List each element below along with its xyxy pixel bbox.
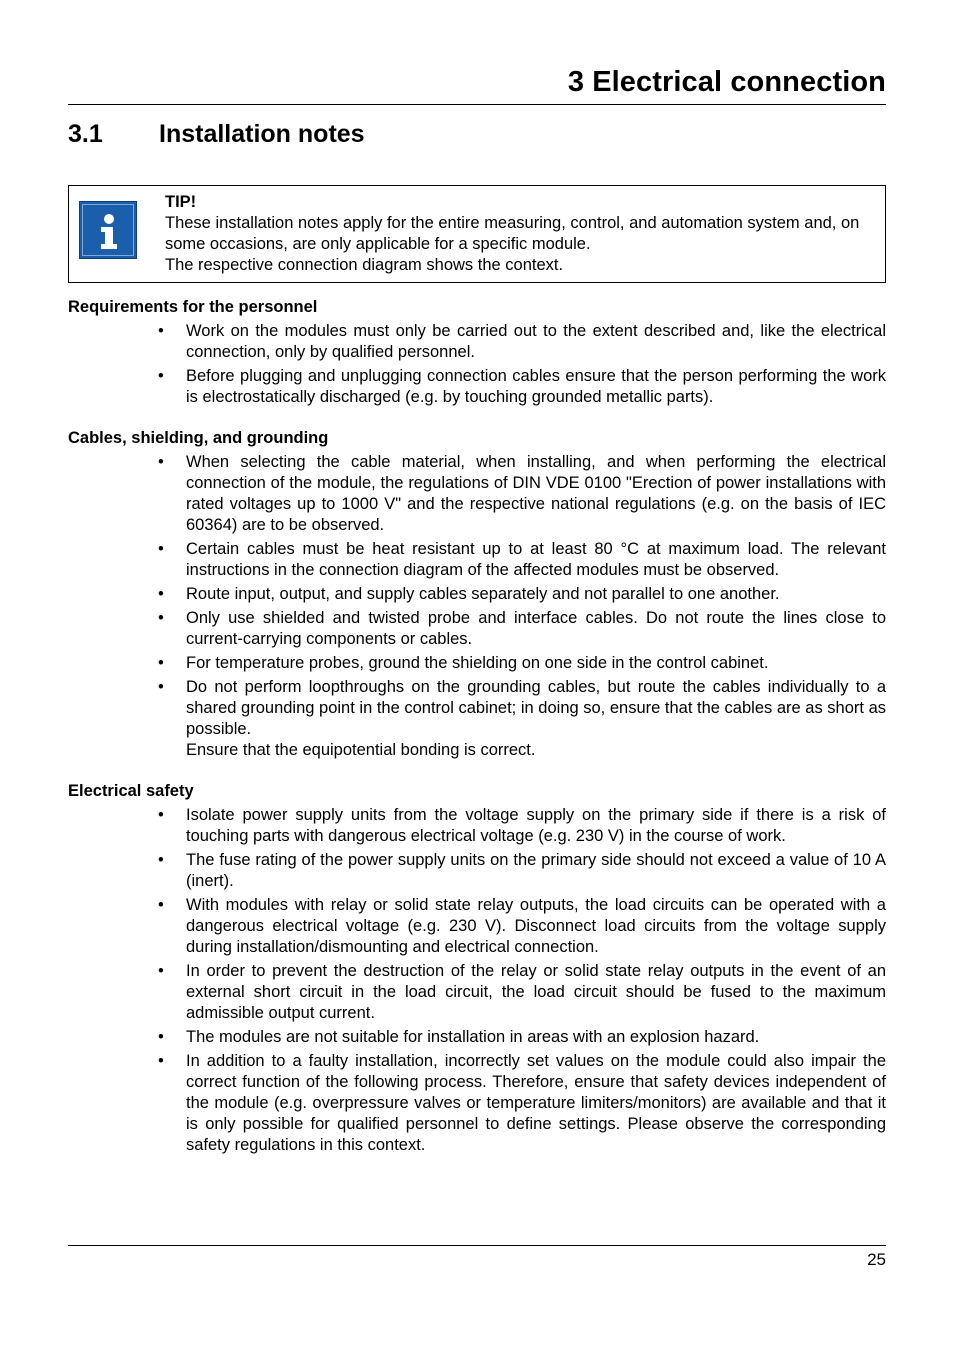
tip-box: [68, 185, 886, 283]
chapter-title: 3 Electrical connection: [567, 66, 886, 98]
safety-heading: Electrical safety: [68, 782, 194, 800]
tip-text: [165, 192, 881, 276]
list-item: • Before plugging and unplugging connection cables ensure that the person performing the work is electrostatically discharged (e.g. by touching grounded metallic parts).: [158, 367, 886, 406]
list-item: • Isolate power supply units from the voltage supply on the primary side if there is a risk of touching parts with dangerous electrical voltage (e.g. 230 V) in the course of work.: [158, 806, 886, 845]
list-item: • Do not perform loopthroughs on the grounding cables, but route the cables individually to a shared grounding point in the control cabinet; in doing so, ensure that the cables are as short as possible. Ensure that the equipotential bonding is correct.: [158, 678, 886, 759]
list-item: • For temperature probes, ground the shielding on one side in the control cabinet.: [158, 654, 769, 672]
tip-label: TIP!: [165, 193, 197, 211]
extra-note: Ensure that the equipotential bonding is correct.: [186, 741, 536, 759]
list-item: • Certain cables must be heat resistant up to at least 80 °C at maximum load. The relevant instructions in the connection diagram of the affected modules must be observed.: [158, 540, 886, 579]
list-item: • Work on the modules must only be carried out to the extent described and, like the electrical connection, only by qualified personnel.: [158, 322, 886, 361]
tip-line: These installation notes apply for the entire measuring, control, and automation system and, on some occasions, are only applicable for a specific module.: [165, 214, 860, 253]
list-item: • When selecting the cable material, when installing, and when performing the electrical connection of the module, the regulations of DIN VDE 0100 "Erection of power installations with rated voltages up to 1000 V" and the respective national regulations (e.g. on the basis of IEC 60364) are to be observed.: [158, 453, 886, 534]
info-icon: [79, 201, 137, 259]
header-divider: [68, 104, 886, 105]
personnel-heading: Requirements for the personnel: [68, 298, 318, 316]
section-number: 3.1: [68, 120, 103, 148]
list-item: • In order to prevent the destruction of the relay or solid state relay outputs in the event of an external short circuit in the load circuit, the load circuit should be fused to the maximum admissible output current.: [158, 962, 886, 1022]
tip-line: The respective connection diagram shows the context.: [165, 256, 564, 274]
list-item: • Only use shielded and twisted probe and interface cables. Do not route the lines close to current-carrying components or cables.: [158, 609, 886, 648]
list-item: • In addition to a faulty installation, incorrectly set values on the module could also impair the correct function of the following process. Therefore, ensure that safety devices independent of the module (e.g. overpressure valves or temperature limiters/monitors) are available and that it is only possible for qualified personnel to define settings. Please observe the corresponding safety regulations in this context.: [158, 1052, 886, 1154]
section-title: Installation notes: [159, 120, 365, 148]
safety-list: [68, 805, 886, 1156]
list-item: • The modules are not suitable for installation in areas with an explosion hazard.: [158, 1028, 760, 1046]
cables-heading: Cables, shielding, and grounding: [68, 429, 329, 447]
section-heading: [68, 120, 365, 149]
personnel-list: [68, 321, 886, 408]
main-content: [68, 297, 886, 1176]
list-item: • With modules with relay or solid state relay outputs, the load circuits can be operated with a dangerous electrical voltage (e.g. 230 V). Disconnect load circuits from the voltage supply during installation/dismounting and electrical connection.: [158, 896, 886, 956]
cables-list: [68, 452, 886, 761]
footer-divider: [68, 1245, 886, 1246]
page-number: 25: [867, 1250, 886, 1269]
list-item: • Route input, output, and supply cables separately and not parallel to one another.: [158, 585, 780, 603]
list-item: • The fuse rating of the power supply units on the primary side should not exceed a value of 10 A (inert).: [158, 851, 886, 890]
